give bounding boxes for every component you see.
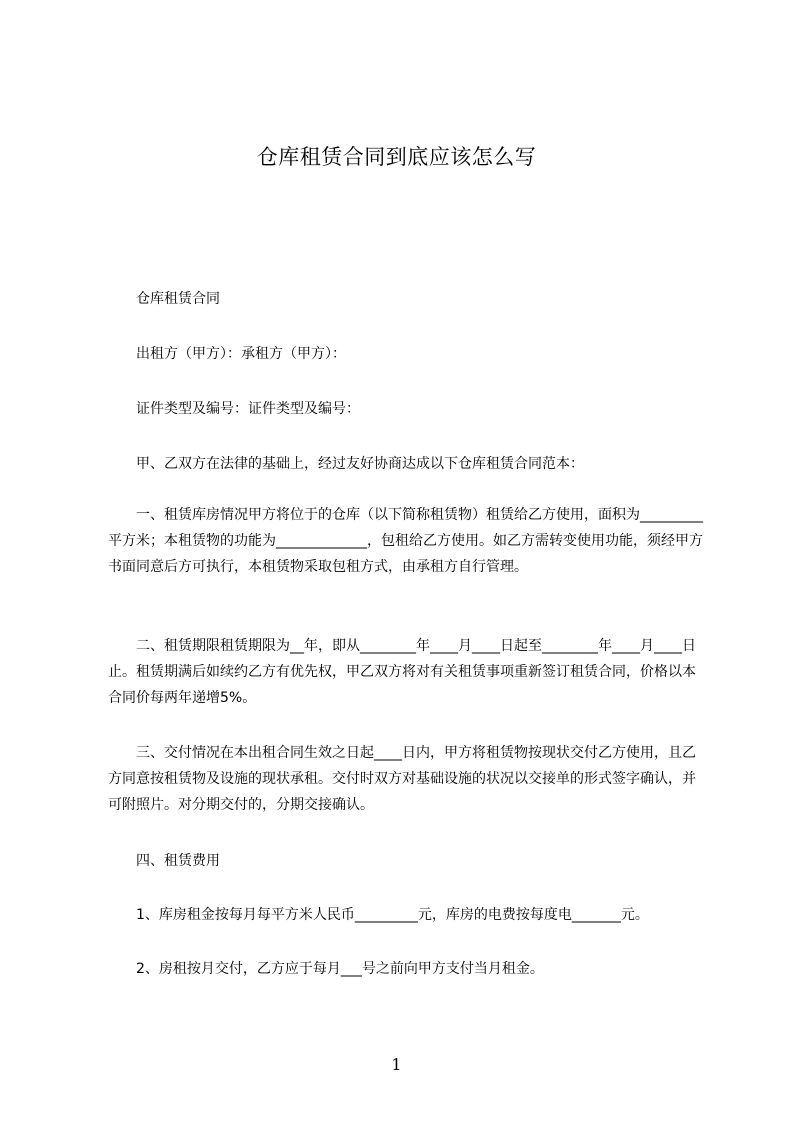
id-type-line: 证件类型及编号：证件类型及编号： [136,401,360,417]
preamble-paragraph: 甲、乙双方在法律的基础上，经过友好协商达成以下仓库租赁合同范本： [136,456,584,472]
clause-delivery: 三、交付情况在本出租合同生效之日起____日内，甲方将租赁物按现状交付乙方使用，且乙方同意按租赁物及设施的现状承租。交付时双方对基础设施的状况以交接单的形式签字确认，并可附照片。对分期交付的，分期交接确认。 [108,745,696,813]
clause-fees-item-1: 1、库房租金按每月每平方米人民币_________元，库房的电费按每度电_______元。 [136,907,649,923]
page-number: 1 [391,1055,402,1074]
document-title: 仓库租赁合同到底应该怎么写 [256,145,537,169]
clause-fees-item-2: 2、房租按月交付，乙方应于每月___号之前向甲方支付当月租金。 [136,961,544,977]
parties-line: 出租方（甲方）：承租方（甲方）： [136,346,346,362]
clause-warehouse-info: 一、租赁库房情况甲方将位于的仓库（以下简称租赁物）租赁给乙方使用，面积为_________平方米；本租赁物的功能为_____________，包租给乙方使用。如乙方需转变使用功能，须经甲方书面同意后方可执行，本租赁物采取包租方式，由承租方自行管理。 [108,507,703,575]
contract-heading: 仓库租赁合同 [136,291,220,307]
clause-fees-heading: 四、租赁费用 [136,853,220,869]
clause-lease-term: 二、租赁期限租赁期限为__年，即从________年____月____日起至________年____月____日止。租赁期满后如续约乙方有优先权，甲乙双方将对有关租赁事项重新签订租赁合同，价格以本合同价每两年递增5%。 [108,638,696,706]
